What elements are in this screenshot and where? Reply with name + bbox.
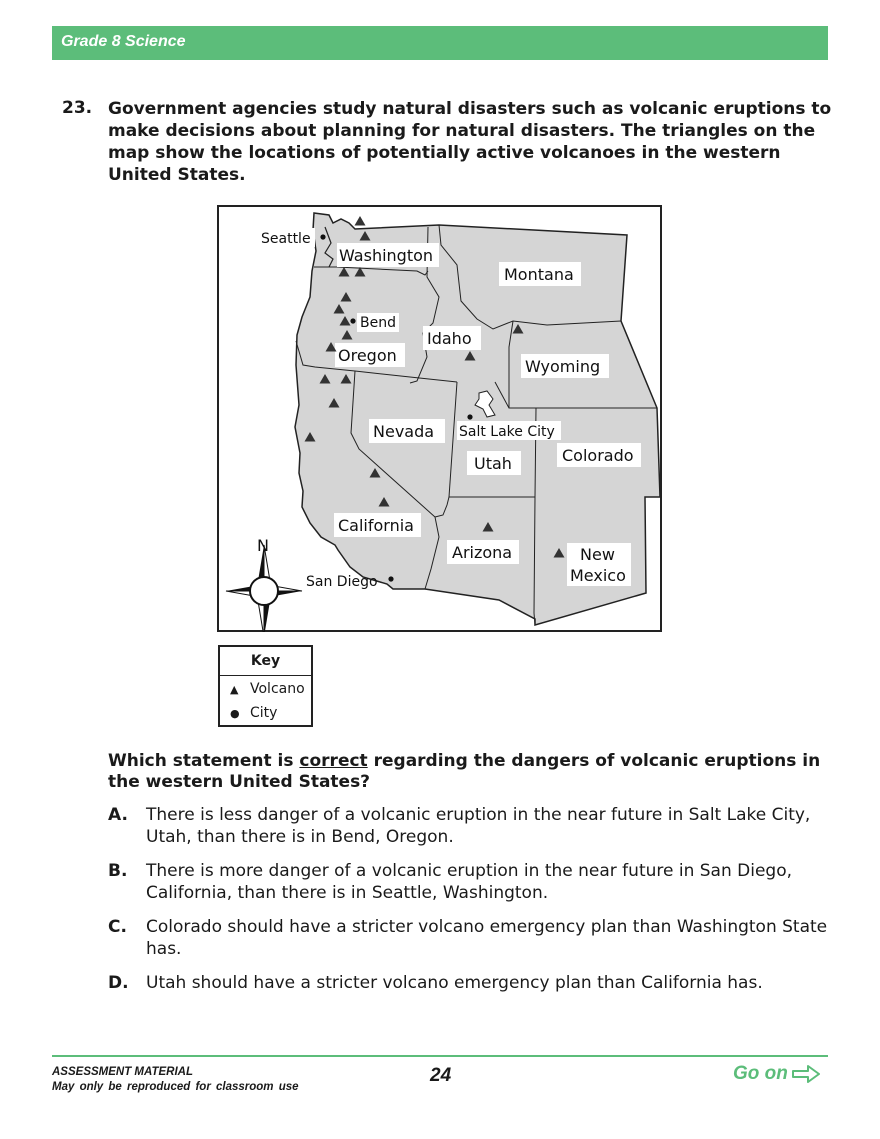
key-row-volcano (230, 681, 305, 697)
city-dot-san-diego (388, 576, 393, 581)
triangle-icon: ▲ (230, 683, 239, 696)
key-row-city (230, 705, 277, 721)
question-number: 23. (62, 98, 93, 118)
footer-divider (52, 1055, 828, 1057)
option-text: Colorado should have a stricter volcano emergency plan than Washington State has. (146, 917, 828, 959)
question-stem: Government agencies study natural disasters such as volcanic eruptions to make decisions about planning for natural disasters. The triangles on the map show the locations of potentially active volcanoes in the western United States. (108, 99, 832, 185)
state-label-idaho: Idaho (427, 329, 472, 348)
state-label-california: California (338, 516, 414, 535)
state-label-new: New (580, 545, 615, 564)
western-us-map (217, 205, 662, 632)
question-prompt (108, 751, 838, 793)
city-label-san-diego: San Diego (306, 574, 378, 590)
state-label-wyoming: Wyoming (525, 357, 601, 376)
city-label-seattle: Seattle (261, 231, 311, 247)
map-key (218, 645, 313, 727)
dot-icon: ● (230, 707, 240, 720)
state-label-montana: Montana (504, 265, 574, 284)
state-label-arizona: Arizona (452, 543, 513, 562)
state-label-nevada: Nevada (373, 422, 435, 441)
go-on-link[interactable] (733, 1063, 820, 1085)
option-text: Utah should have a stricter volcano emergency plan than California has. (146, 973, 763, 993)
footer-line-1: ASSESSMENT MATERIAL (52, 1066, 193, 1078)
header-title: Grade 8 Science (61, 33, 186, 50)
option-letter: A. (108, 805, 128, 825)
city-dot-bend (350, 318, 355, 323)
state-label-washington: Washington (339, 246, 434, 265)
key-title: Key (220, 647, 311, 676)
option-letter: C. (108, 917, 127, 937)
city-dot-seattle (320, 234, 325, 239)
state-label-oregon: Oregon (338, 346, 397, 365)
key-volcano-label: Volcano (250, 681, 305, 697)
footer-notice (52, 1065, 299, 1095)
page-number: 24 (430, 1065, 452, 1086)
option-letter: B. (108, 861, 128, 881)
go-on-label: Go on (733, 1063, 788, 1084)
state-label-colorado: Colorado (562, 446, 634, 465)
city-label-bend: Bend (360, 315, 396, 331)
header-bar (52, 26, 828, 60)
option-text: There is less danger of a volcanic eruption in the near future in Salt Lake City, Utah, than there is in Bend, Oregon. (146, 805, 811, 847)
prompt-emphasis: correct (299, 751, 368, 771)
prompt-text-start: Which statement is (108, 751, 300, 771)
city-dot-salt-lake-city (467, 414, 472, 419)
arrow-right-icon (792, 1065, 820, 1083)
footer-line-2: May only be reproduced for classroom use (52, 1081, 299, 1093)
city-label-salt-lake-city: Salt Lake City (459, 424, 555, 440)
option-text: There is more danger of a volcanic eruption in the near future in San Diego, California, than there is in Seattle, Washington. (146, 861, 793, 903)
compass-north-label: N (257, 536, 269, 555)
state-label-utah: Utah (474, 454, 512, 473)
prompt-text-end: regarding the dangers of volcanic eruptions in the western United States? (108, 751, 821, 792)
option-letter: D. (108, 973, 129, 993)
key-city-label: City (250, 705, 278, 721)
state-label-mexico: Mexico (570, 566, 626, 585)
